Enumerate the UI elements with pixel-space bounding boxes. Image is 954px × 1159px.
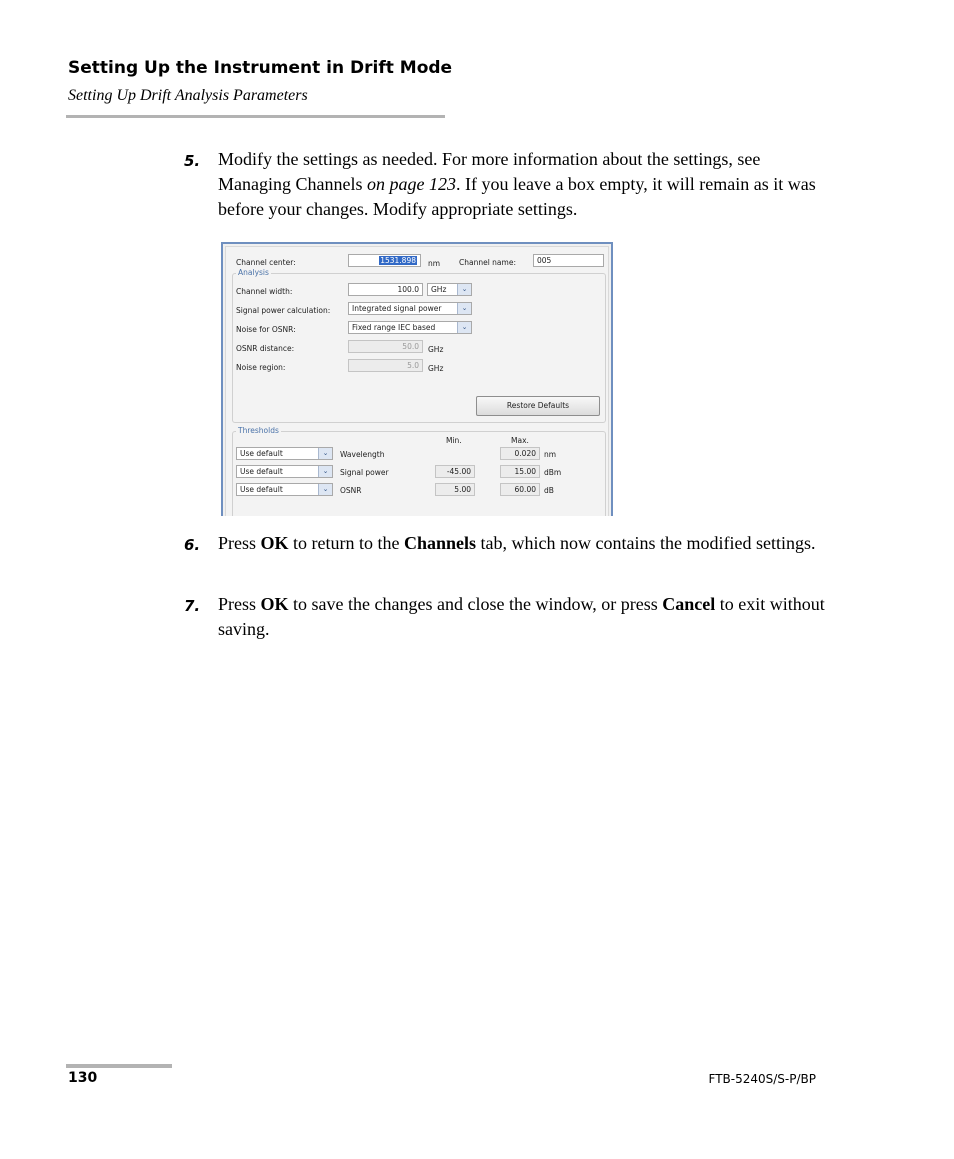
- section-title: Setting Up the Instrument in Drift Mode: [68, 58, 453, 78]
- threshold-name: Wavelength: [340, 450, 385, 459]
- osnr-distance-label: OSNR distance:: [236, 344, 295, 353]
- noise-region-label: Noise region:: [236, 363, 286, 372]
- step-6-text: Press OK to return to the Channels tab, which now contains the modified settings.: [218, 533, 816, 553]
- noise-region-input: 5.0: [348, 359, 423, 372]
- max-header: Max.: [511, 436, 529, 445]
- osnr-min-input: 5.00: [435, 483, 475, 496]
- product-model: FTB-5240S/S-P/BP: [708, 1072, 816, 1086]
- channel-width-unit-select[interactable]: GHz ⌄: [427, 283, 472, 296]
- step-5-text: Modify the settings as needed. For more information about the settings, see Managing Channels on page 123. If you leave a box empty, it will remain as it was before your changes. Modify appropriate settings.: [218, 149, 816, 219]
- osnr-max-input: 60.00: [500, 483, 540, 496]
- chevron-down-icon: ⌄: [318, 448, 332, 459]
- restore-defaults-button[interactable]: Restore Defaults: [476, 396, 600, 416]
- step-7-number: 7.: [184, 597, 201, 615]
- min-header: Min.: [446, 436, 462, 445]
- channel-center-label: Channel center:: [236, 258, 296, 267]
- threshold-unit: nm: [544, 450, 557, 459]
- footer-divider: [66, 1064, 172, 1068]
- noise-osnr-label: Noise for OSNR:: [236, 325, 296, 334]
- analysis-legend: Analysis: [238, 268, 269, 277]
- osnr-threshold-mode-select[interactable]: Use default ⌄: [236, 483, 333, 496]
- wavelength-threshold-mode-select[interactable]: Use default ⌄: [236, 447, 333, 460]
- threshold-unit: dB: [544, 486, 554, 495]
- step-6-number: 6.: [184, 536, 201, 554]
- osnr-distance-unit: GHz: [428, 345, 444, 354]
- page-number: 130: [68, 1070, 98, 1086]
- channel-center-unit: nm: [428, 259, 441, 268]
- header-divider: [66, 115, 445, 118]
- section-subtitle: Setting Up Drift Analysis Parameters: [68, 87, 308, 104]
- signal-power-max-input: 15.00: [500, 465, 540, 478]
- channel-width-label: Channel width:: [236, 287, 293, 296]
- osnr-distance-input: 50.0: [348, 340, 423, 353]
- page-reference[interactable]: on page 123: [366, 174, 456, 194]
- signal-power-label: Signal power calculation:: [236, 306, 331, 315]
- wavelength-max-input: 0.020: [500, 447, 540, 460]
- threshold-name: Signal power: [340, 468, 389, 477]
- channel-width-input[interactable]: 100.0: [348, 283, 423, 296]
- chevron-down-icon: ⌄: [457, 322, 471, 333]
- channel-name-input[interactable]: 005: [533, 254, 604, 267]
- channel-settings-dialog: [221, 242, 613, 516]
- noise-region-unit: GHz: [428, 364, 444, 373]
- chevron-down-icon: ⌄: [457, 303, 471, 314]
- step-5-number: 5.: [184, 152, 201, 170]
- thresholds-legend: Thresholds: [238, 426, 279, 435]
- threshold-unit: dBm: [544, 468, 562, 477]
- channel-name-label: Channel name:: [459, 258, 516, 267]
- signal-power-min-input: -45.00: [435, 465, 475, 478]
- chevron-down-icon: ⌄: [318, 484, 332, 495]
- step-7-text: Press OK to save the changes and close the window, or press Cancel to exit without saving.: [218, 594, 825, 639]
- signal-power-select[interactable]: Integrated signal power ⌄: [348, 302, 472, 315]
- noise-osnr-select[interactable]: Fixed range IEC based ⌄: [348, 321, 472, 334]
- channel-center-input[interactable]: 1531.898: [348, 254, 421, 267]
- signal-power-threshold-mode-select[interactable]: Use default ⌄: [236, 465, 333, 478]
- threshold-name: OSNR: [340, 486, 362, 495]
- chevron-down-icon: ⌄: [318, 466, 332, 477]
- chevron-down-icon: ⌄: [457, 284, 471, 295]
